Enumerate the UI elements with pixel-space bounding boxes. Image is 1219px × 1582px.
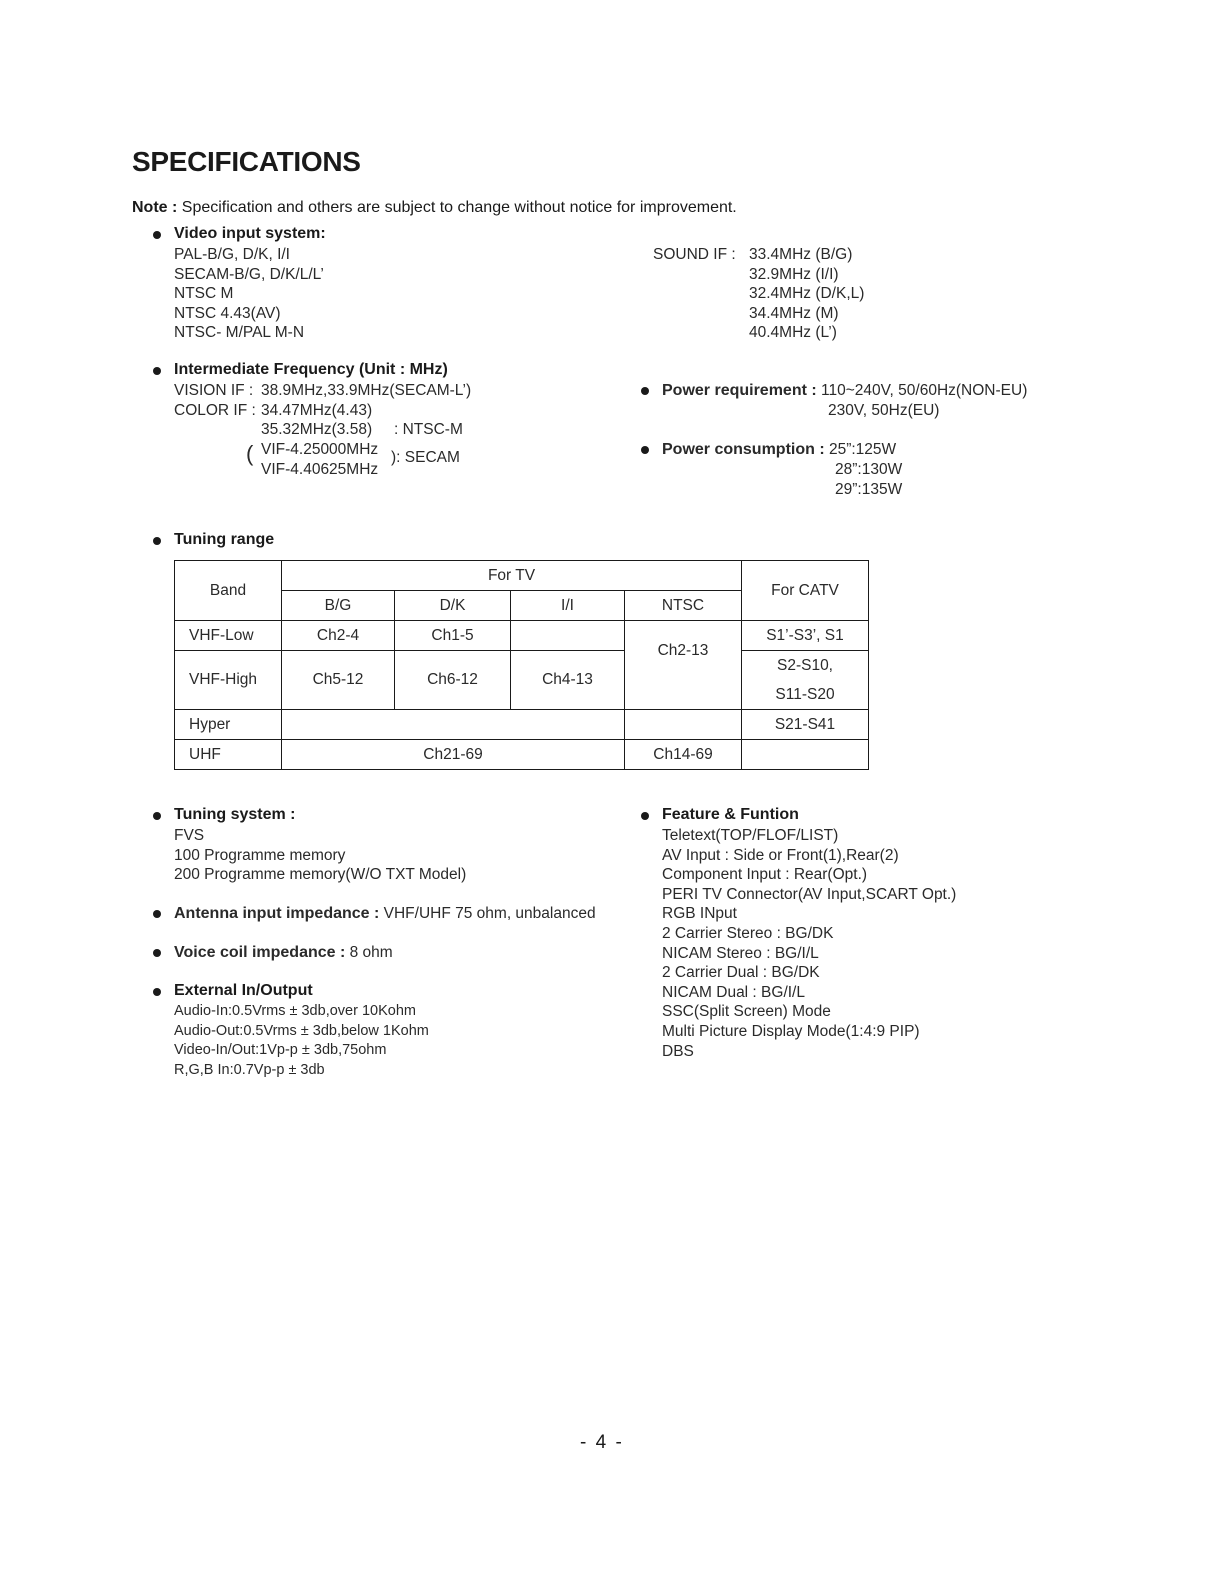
power-requirement-label: Power requirement : [662, 382, 817, 399]
list-item: NTSC- M/PAL M-N [174, 324, 305, 342]
list-item: DBS [662, 1042, 694, 1060]
voice-coil-value: 8 ohm [345, 944, 393, 961]
vision-if-label: VISION IF : [174, 382, 254, 399]
bullet-icon [153, 231, 161, 239]
vif-value: VIF-4.40625MHz [261, 461, 379, 478]
list-item: 200 Programme memory(W/O TXT Model) [174, 866, 467, 884]
bullet-icon [153, 812, 161, 820]
vif-value: VIF-4.25000MHz [261, 441, 379, 458]
table-cell [742, 740, 869, 770]
table-cell: S1’-S3’, S1 [742, 621, 869, 651]
table-row [175, 740, 869, 770]
list-item: 100 Programme memory [174, 846, 346, 864]
list-item: NTSC 4.43(AV) [174, 304, 281, 322]
bullet-icon [153, 910, 161, 918]
power-consumption [662, 440, 896, 460]
list-item: Audio-In:0.5Vrms ± 3db,over 10Kohm [174, 1003, 416, 1019]
list-item: PAL-B/G, D/K, I/I [174, 246, 290, 263]
table-header: For TV [282, 561, 742, 591]
list-item: RGB INput [662, 905, 737, 923]
page-number: - 4 - [580, 1432, 624, 1453]
list-item: 33.4MHz (B/G) [749, 246, 853, 263]
table-cell: S11-S20 [742, 680, 869, 710]
tuning-range-heading: Tuning range [174, 531, 275, 548]
table-cell [282, 710, 625, 740]
power-consumption-value: 28”:130W [835, 461, 903, 478]
power-requirement-value: 230V, 50Hz(EU) [828, 402, 940, 419]
table-cell: UHF [175, 740, 282, 770]
table-cell: VHF-Low [175, 621, 282, 651]
table-cell: S21-S41 [742, 710, 869, 740]
list-item: Audio-Out:0.5Vrms ± 3db,below 1Kohm [174, 1022, 429, 1039]
table-header: I/I [511, 591, 625, 621]
note [132, 199, 737, 217]
color-if-label: COLOR IF : [174, 402, 256, 419]
bullet-icon [153, 367, 161, 375]
paren-open: ( [246, 441, 254, 466]
list-item: NICAM Dual : BG/I/L [662, 983, 805, 1001]
list-item: Teletext(TOP/FLOF/LIST) [662, 827, 839, 844]
list-item: PERI TV Connector(AV Input,SCART Opt.) [662, 885, 957, 903]
table-row [175, 561, 869, 591]
secam-note: ): SECAM [391, 449, 460, 466]
voice-coil-label: Voice coil impedance : [174, 944, 346, 961]
table-cell: S2-S10, [742, 651, 869, 681]
table-header: For CATV [742, 561, 869, 621]
sound-if-label: SOUND IF : [653, 246, 736, 263]
table-cell [511, 621, 625, 651]
table-cell: Ch5-12 [282, 651, 395, 710]
table-header: Band [175, 561, 282, 621]
color-if-value: 35.32MHz(3.58) [261, 421, 373, 438]
list-item: SSC(Split Screen) Mode [662, 1003, 831, 1021]
table-cell: Ch2-4 [282, 621, 395, 651]
power-consumption-label: Power consumption : [662, 441, 825, 458]
power-consumption-value: 25”:125W [824, 441, 897, 458]
table-cell: VHF-High [175, 651, 282, 710]
table-cell: Ch4-13 [511, 651, 625, 710]
list-item: NTSC M [174, 285, 234, 303]
features-list [662, 826, 956, 1061]
power-requirement [662, 381, 1027, 401]
table-row [175, 621, 869, 651]
list-item: 2 Carrier Stereo : BG/DK [662, 924, 834, 942]
list-item: SECAM-B/G, D/K/L/L’ [174, 265, 324, 283]
list-item: Multi Picture Display Mode(1:4:9 PIP) [662, 1022, 920, 1040]
list-item: 32.9MHz (I/I) [749, 265, 839, 283]
tuning-system-heading: Tuning system : [174, 806, 296, 823]
list-item: FVS [174, 827, 205, 844]
antenna-label: Antenna input impedance : [174, 905, 380, 922]
table-cell [625, 710, 742, 740]
table-cell: Ch2-13 [625, 621, 742, 710]
page-title: SPECIFICATIONS [132, 146, 361, 177]
vision-if-value: 38.9MHz,33.9MHz(SECAM-L’) [261, 382, 472, 399]
table-cell: Ch21-69 [282, 740, 625, 770]
external-io-list [174, 1002, 429, 1080]
table-cell: Ch6-12 [395, 651, 511, 710]
list-item: Video-In/Out:1Vp-p ± 3db,75ohm [174, 1042, 387, 1059]
bullet-icon [641, 387, 649, 395]
table-header: NTSC [625, 591, 742, 621]
list-item: 40.4MHz (L’) [749, 324, 837, 342]
antenna-value: VHF/UHF 75 ohm, unbalanced [379, 905, 596, 922]
video-input-heading: Video input system: [174, 225, 326, 242]
table-row [175, 710, 869, 740]
if-heading: Intermediate Frequency (Unit : MHz) [174, 361, 448, 378]
bullet-icon [153, 988, 161, 996]
list-item: R,G,B In:0.7Vp-p ± 3db [174, 1061, 325, 1078]
table-cell: Ch14-69 [625, 740, 742, 770]
list-item: 2 Carrier Dual : BG/DK [662, 964, 820, 982]
list-item: NICAM Stereo : BG/I/L [662, 944, 819, 962]
note-text: Specification and others are subject to change without notice for improvement. [177, 199, 737, 216]
note-label: Note : [132, 199, 178, 216]
bullet-icon [153, 949, 161, 957]
list-item: 34.4MHz (M) [749, 304, 839, 322]
external-io-heading: External In/Output [174, 982, 313, 999]
bullet-icon [641, 446, 649, 454]
table-cell: Hyper [175, 710, 282, 740]
ntsc-m-note: : NTSC-M [394, 421, 463, 438]
bullet-icon [153, 537, 161, 545]
table-row [175, 651, 869, 681]
voice-coil-impedance [174, 943, 393, 963]
power-requirement-value: 110~240V, 50/60Hz(NON-EU) [816, 382, 1028, 399]
antenna-impedance [174, 904, 596, 924]
tuning-system-list [174, 826, 466, 885]
table-header: D/K [395, 591, 511, 621]
bullet-icon [641, 812, 649, 820]
table-header: B/G [282, 591, 395, 621]
table-cell: Ch1-5 [395, 621, 511, 651]
tuning-range-table [174, 560, 869, 770]
video-input-list [174, 245, 324, 343]
features-heading: Feature & Funtion [662, 806, 799, 823]
list-item: Component Input : Rear(Opt.) [662, 866, 868, 884]
power-consumption-value: 29”:135W [835, 481, 903, 498]
color-if-value: 34.47MHz(4.43) [261, 402, 373, 419]
list-item: AV Input : Side or Front(1),Rear(2) [662, 846, 899, 864]
list-item: 32.4MHz (D/K,L) [749, 285, 865, 303]
sound-if-list [749, 245, 864, 343]
